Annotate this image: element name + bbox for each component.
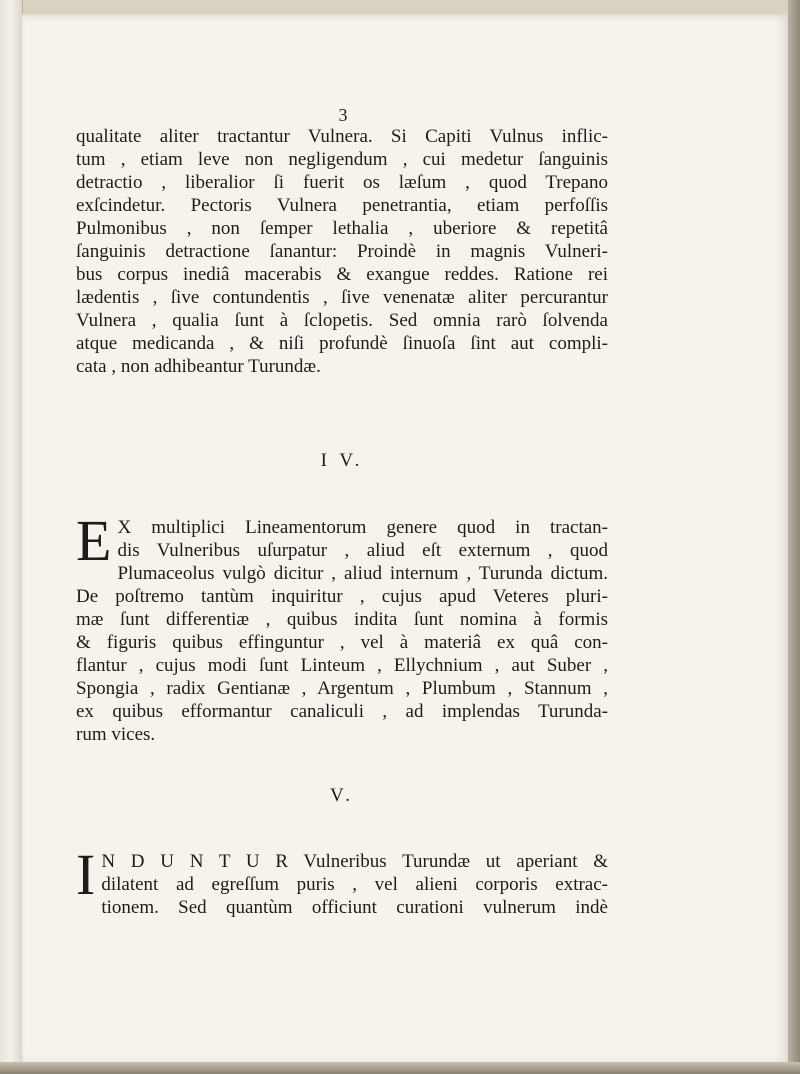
text-line: Spongia , radix Gentianæ , Argentum , Plumbum , Stannum , — [76, 678, 608, 699]
text-line: ſanguinis detractione ſanantur: Proindè in magnis Vulneri- — [76, 241, 608, 262]
text-line: qualitate aliter tractantur Vulnera. Si Capiti Vulnus inflic- — [76, 126, 608, 147]
text-line: ex quibus efformantur canaliculi , ad implendas Turunda- — [76, 701, 608, 722]
section-v-body — [76, 842, 608, 919]
text-line: X multiplici Lineamentorum genere quod in tractan- — [117, 517, 608, 538]
page-number: 3 — [338, 105, 348, 125]
text-line: Plumaceolus vulgò dicitur , aliud internum , Turunda dictum. — [117, 563, 608, 584]
section-heading-iv: I V. — [320, 450, 364, 471]
text-line: De poſtremo tantùm inquiritur , cujus apud Veteres pluri- — [76, 586, 608, 607]
text-line: N D U N T U R Vulneribus Turundæ ut aperiant & — [101, 851, 608, 872]
text-line: flantur , cujus modi ſunt Linteum , Ellychnium , aut Suber , — [76, 655, 608, 676]
text-line: & figuris quibus effinguntur , vel à materiâ ex quâ con- — [76, 632, 608, 653]
text-line: dis Vulneribus uſurpatur , aliud eſt externum , quod — [117, 540, 608, 561]
drop-cap: E — [76, 508, 112, 573]
text-line: detractio , liberalior ſi fuerit os læſum , quod Trepano — [76, 172, 608, 193]
text-line: atque medicanda , & niſi profundè ſinuoſa ſint aut compli- — [76, 333, 608, 354]
section-iii-continuation — [76, 125, 608, 378]
page-edge-right — [788, 0, 800, 1074]
text-line: Vulnera , qualia ſunt à ſclopetis. Sed omnia rarò ſolvenda — [76, 310, 608, 331]
text-line: mæ ſunt differentiæ , quibus indita ſunt nomina à formis — [76, 609, 608, 630]
book-spine-left — [0, 0, 23, 1074]
page-edge-bottom — [0, 1062, 800, 1074]
text-line: rum vices. — [76, 724, 156, 745]
text-line: tum , etiam leve non negligendum , cui medetur ſanguinis — [76, 149, 608, 170]
text-line: cata , non adhibeantur Turundæ. — [76, 356, 321, 377]
text-line: lædentis , ſive contundentis , ſive venenatæ aliter percurantur — [76, 287, 608, 308]
text-line: exſcindetur. Pectoris Vulnera penetrantia, etiam perfoſſis — [76, 195, 608, 216]
text-line: tionem. Sed quantùm officiunt curationi vulnerum indè — [101, 897, 608, 918]
drop-cap: I — [76, 842, 96, 907]
text-line: Pulmonibus , non ſemper lethalia , uberiore & repetitâ — [76, 218, 608, 239]
text-line: bus corpus inediâ macerabis & exangue reddes. Ratione rei — [76, 264, 608, 285]
section-iv-body — [76, 508, 608, 746]
text-line: dilatent ad egreſſum puris , vel alieni corporis extrac- — [101, 874, 608, 895]
section-heading-v: V. — [329, 785, 355, 806]
